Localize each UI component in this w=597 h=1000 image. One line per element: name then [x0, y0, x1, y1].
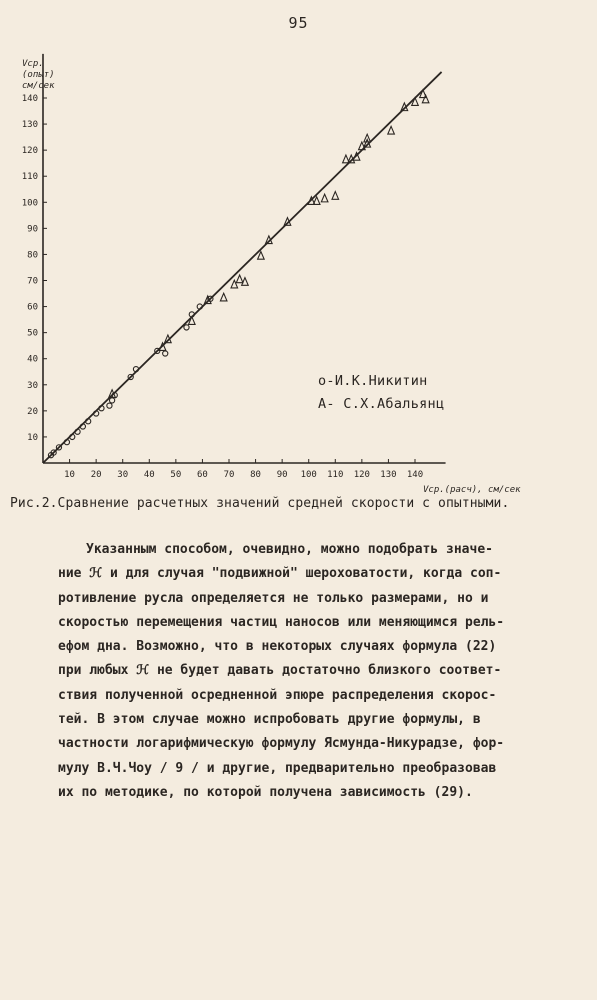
- y-tick-label: 60: [27, 302, 38, 313]
- y-tick-label: 40: [27, 354, 38, 365]
- data-point-triangle: [412, 98, 419, 106]
- paragraph-line: скоростью перемещения частиц наносов или меняющимся рель-: [58, 614, 505, 630]
- x-tick-label: 140: [406, 470, 424, 480]
- y-tick-label: 80: [27, 250, 38, 261]
- figure-caption: Рис.2.Сравнение расчетных значений средней скорости с опытными.: [10, 496, 510, 511]
- paragraph-line: мулу В.Ч.Чоу / 9 / и другие, предварительно преобразовав: [58, 760, 497, 776]
- paragraph-line: ние ℋ и для случая "подвижной" шероховатости, когда соп-: [58, 566, 502, 582]
- data-point-triangle: [321, 194, 328, 202]
- y-tick-label: 110: [21, 172, 38, 183]
- data-point-triangle: [189, 317, 196, 325]
- x-tick-label: 40: [143, 470, 155, 480]
- x-tick-label: 90: [276, 470, 288, 480]
- paragraph-line: при любых ℋ не будет давать достаточно близкого соответ-: [58, 663, 502, 679]
- paragraph-line: частности логарифмическую формулу Ясмунда-Никурадзе, фор-: [58, 736, 505, 752]
- x-axis-label: Vср.(расч), см/сек: [423, 485, 521, 495]
- y-tick-label: 90: [27, 224, 38, 235]
- data-point-triangle: [332, 192, 339, 200]
- y-axis-label: [22, 59, 55, 91]
- body-paragraph: [58, 538, 558, 805]
- x-tick-label: 100: [300, 470, 317, 480]
- data-point-triangle: [220, 293, 227, 301]
- y-axis-label-line: см/сек: [22, 81, 55, 91]
- x-tick-label: 110: [327, 470, 344, 480]
- y-tick-label: 50: [27, 328, 38, 339]
- x-tick-label: 20: [90, 470, 102, 480]
- y-axis-label-line: (опыт): [22, 70, 55, 80]
- data-point-circle: [109, 398, 114, 403]
- y-tick-label: 140: [21, 94, 38, 104]
- legend-entry-triangles: А- С.Х.Абальянц: [318, 396, 445, 412]
- data-point-triangle: [388, 126, 395, 134]
- y-axis-label-line: Vср.: [22, 59, 44, 69]
- data-point-triangle: [236, 275, 243, 283]
- y-tick-label: 20: [27, 406, 38, 417]
- paragraph-line: ефом дна. Возможно, что в некоторых случаях формула (22): [58, 639, 497, 655]
- paragraph-line: тей. В этом случае можно испробовать другие формулы, в: [58, 712, 481, 728]
- data-point-circle: [107, 403, 112, 408]
- x-tick-label: 30: [117, 470, 129, 480]
- page-number: 95: [288, 14, 309, 32]
- x-tick-label: 50: [170, 470, 182, 480]
- data-point-circle: [184, 325, 189, 330]
- y-tick-label: 100: [21, 198, 38, 209]
- data-point-circle: [163, 351, 168, 356]
- x-tick-label: 60: [197, 470, 208, 480]
- paragraph-line: ротивление русла определяется не только размерами, но и: [58, 590, 489, 606]
- paragraph-line: их по методике, по которой получена зависимость (29).: [58, 784, 473, 800]
- data-point-triangle: [422, 95, 429, 103]
- y-tick-label: 30: [27, 380, 38, 391]
- x-tick-label: 80: [250, 470, 261, 480]
- y-tick-label: 130: [21, 120, 38, 131]
- y-tick-label: 70: [27, 276, 38, 287]
- y-tick-label: 10: [27, 432, 38, 443]
- x-tick-label: 10: [64, 470, 75, 480]
- x-tick-label: 70: [223, 470, 235, 480]
- paragraph-line: ствия полученной осредненной эпюре распределения скорос-: [58, 687, 497, 703]
- y-tick-label: 120: [21, 146, 38, 157]
- x-tick-label: 120: [353, 470, 370, 480]
- paragraph-line: Указанным способом, очевидно, можно подобрать значе-: [86, 542, 493, 557]
- legend-entry-circles: о-И.К.Никитин: [318, 373, 428, 389]
- x-tick-label: 130: [380, 470, 397, 480]
